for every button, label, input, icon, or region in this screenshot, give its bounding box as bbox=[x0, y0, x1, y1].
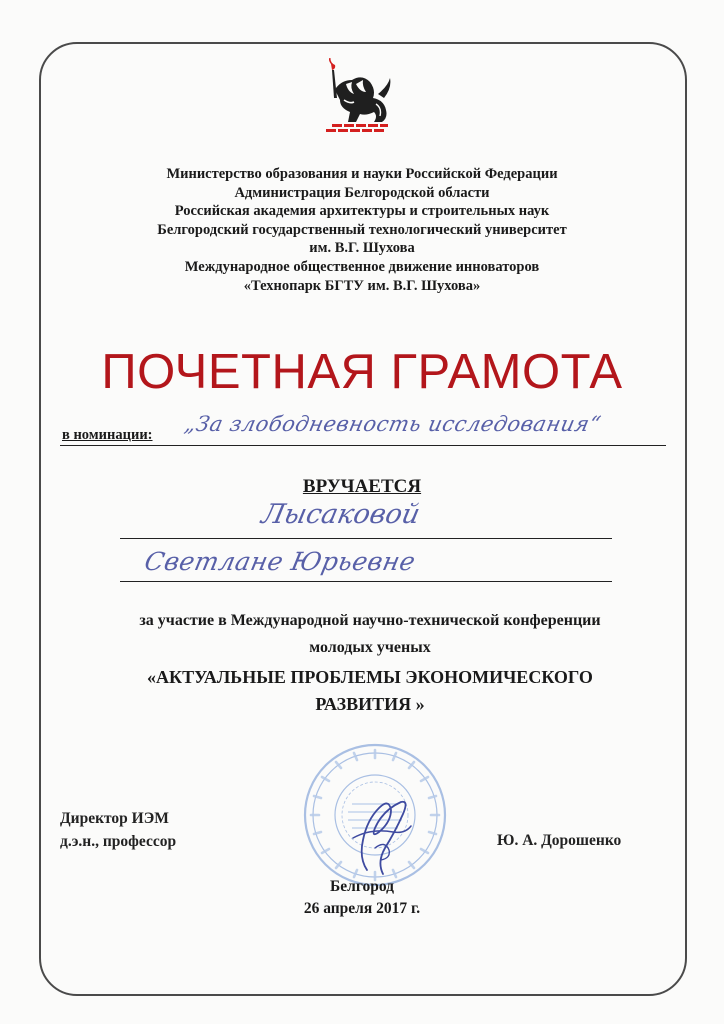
signatory-position: Директор ИЭМ bbox=[60, 810, 169, 827]
description-line: молодых ученых bbox=[309, 639, 431, 656]
conference-line: «АКТУАЛЬНЫЕ ПРОБЛЕМЫ ЭКОНОМИЧЕСКОГО bbox=[147, 667, 593, 687]
nomination-underline bbox=[60, 445, 666, 446]
recipient-line-2 bbox=[120, 581, 612, 582]
city: Белгород bbox=[330, 878, 394, 895]
recipient-surname: Лысаковой bbox=[258, 499, 423, 530]
nomination-label: в номинации: bbox=[62, 427, 153, 443]
organization-line: Белгородский государственный технологический университет bbox=[157, 221, 567, 238]
lion-with-torch-logo bbox=[316, 58, 398, 136]
organizations-header bbox=[60, 165, 664, 295]
description-line: за участие в Международной научно-технической конференции bbox=[139, 612, 601, 629]
signatory-degree: д.э.н., профессор bbox=[60, 833, 177, 850]
organization-line: «Технопарк БГТУ им. В.Г. Шухова» bbox=[243, 277, 481, 294]
award-description bbox=[70, 607, 670, 661]
organization-line: Администрация Белгородской области bbox=[234, 184, 490, 201]
conference-name bbox=[60, 664, 680, 718]
certificate-title: ПОЧЕТНАЯ ГРАМОТА bbox=[101, 345, 623, 399]
awarded-label: ВРУЧАЕТСЯ bbox=[302, 476, 422, 497]
signatory-name: Ю. А. Дорошенко bbox=[497, 832, 622, 849]
place-and-date bbox=[40, 876, 684, 920]
recipient-given-names: Светлане Юрьевне bbox=[141, 547, 419, 576]
nomination-value: „За злободневность исследования“ bbox=[182, 412, 604, 436]
signatory-block bbox=[60, 807, 176, 853]
handwritten-signature bbox=[345, 788, 417, 880]
issue-date: 26 апреля 2017 г. bbox=[303, 900, 421, 917]
conference-line: РАЗВИТИЯ » bbox=[315, 694, 425, 714]
organization-line: Российская академия архитектуры и строительных наук bbox=[174, 203, 550, 220]
organization-line: им. В.Г. Шухова bbox=[309, 240, 415, 257]
organization-line: Министерство образования и науки Российской Федерации bbox=[166, 166, 558, 182]
recipient-line-1 bbox=[120, 538, 612, 539]
organization-line: Международное общественное движение инноваторов bbox=[184, 258, 540, 275]
